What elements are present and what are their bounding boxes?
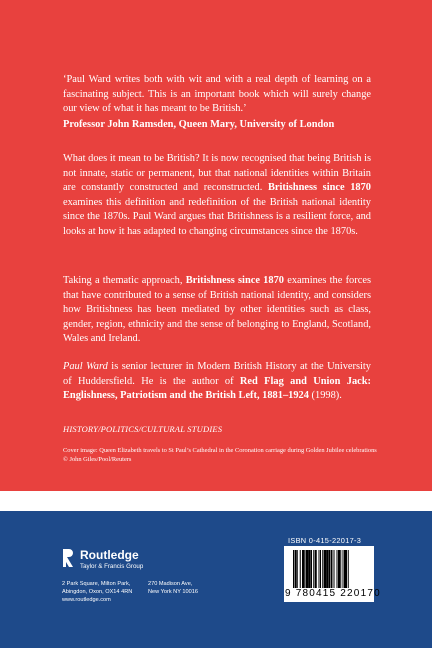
barcode-bar <box>324 550 327 588</box>
barcode-bar <box>297 550 298 588</box>
book-title: Britishness since 1870 <box>185 275 284 286</box>
barcode-bar <box>344 550 347 588</box>
barcode-bar <box>334 550 335 588</box>
endorsement-attribution: Professor John Ramsden, Queen Mary, University of London <box>63 119 335 130</box>
barcode-bar <box>306 550 309 588</box>
description-paragraph-1: What does it mean to be British? It is now recognised that being British is not innate, static or permanent, but that national identities within Britain are constantly constructed and reconstructed. Britishness since 1870 examines this definition and redefinition of the British national identity since the 1870s. Paul Ward argues that Britishness is a resilient force, and looks at how it has adapted to changing circumstances since the 1870s. <box>63 153 371 237</box>
barcode-bar <box>315 550 317 588</box>
barcode-number: 9 780415 220170 <box>285 588 381 599</box>
endorsement-quote: ‘Paul Ward writes both with wit and with a real depth of learning on a fascinating subject. This is an important book which will surely change our view of what it has meant to be British.’ <box>63 74 371 115</box>
description-paragraph-2: Taking a thematic approach, Britishness since 1870 examines the forces that have contributed to a sense of British national identity, and considers how Britishness has been mediated by other identities such as class, gender, region, ethnicity and the sense of belonging to England, Scotland, Wales and Ireland. <box>63 275 371 345</box>
barcode-bar <box>329 550 330 588</box>
barcode-bar <box>295 550 297 588</box>
barcode-bar <box>337 550 338 588</box>
previous-book-title: Red Flag and Union Jack: Englishness, Patriotism and the British Left, 1881–1924 <box>63 375 371 402</box>
barcode-bar <box>320 550 321 588</box>
cover-image-credit: Cover image: Queen Elizabeth travels to St Paul’s Cathedral in the Coronation carriage during Golden Jubilee celebrations © John Giles/Pool/Reuters <box>63 447 377 463</box>
routledge-logo-icon <box>61 546 75 570</box>
subject-categories: HISTORY/POLITICS/CULTURAL STUDIES <box>63 424 223 434</box>
author-name: Paul Ward <box>63 361 108 372</box>
publisher-group: Taylor & Francis Group <box>80 563 144 570</box>
white-band <box>0 491 432 511</box>
isbn-barcode <box>284 546 381 602</box>
barcode-bar <box>338 550 340 588</box>
barcode-bar <box>340 550 341 588</box>
book-title: Britishness since 1870 <box>267 182 371 194</box>
barcode-bar <box>311 550 312 588</box>
barcode-bar <box>348 550 349 588</box>
barcode-bar <box>300 550 301 588</box>
publisher-name: Routledge <box>80 548 139 562</box>
barcode-bar <box>322 550 323 588</box>
barcode-bars <box>293 550 365 590</box>
barcode-bar <box>343 550 344 588</box>
barcode-bar <box>319 550 320 588</box>
barcode-bar <box>331 550 333 588</box>
barcode-bar <box>302 550 304 588</box>
barcode-bar <box>293 550 294 588</box>
us-address: 270 Madison Ave, New York NY 10016 <box>148 581 198 595</box>
barcode-bar <box>304 550 305 588</box>
barcode-bar <box>313 550 314 588</box>
barcode-bar <box>327 550 329 588</box>
author-bio: Paul Ward is senior lecturer in Modern British History at the University of Huddersfield. He is the author of Red Flag and Union Jack: Englishness, Patriotism and the British Left, 1881–1924 (1998). <box>63 361 371 402</box>
uk-address: 2 Park Square, Milton Park, Abingdon, Oxon, OX14 4RN www.routledge.com <box>62 581 133 603</box>
isbn-label: ISBN 0-415-22017-3 <box>288 536 362 545</box>
barcode-bar <box>309 550 311 588</box>
